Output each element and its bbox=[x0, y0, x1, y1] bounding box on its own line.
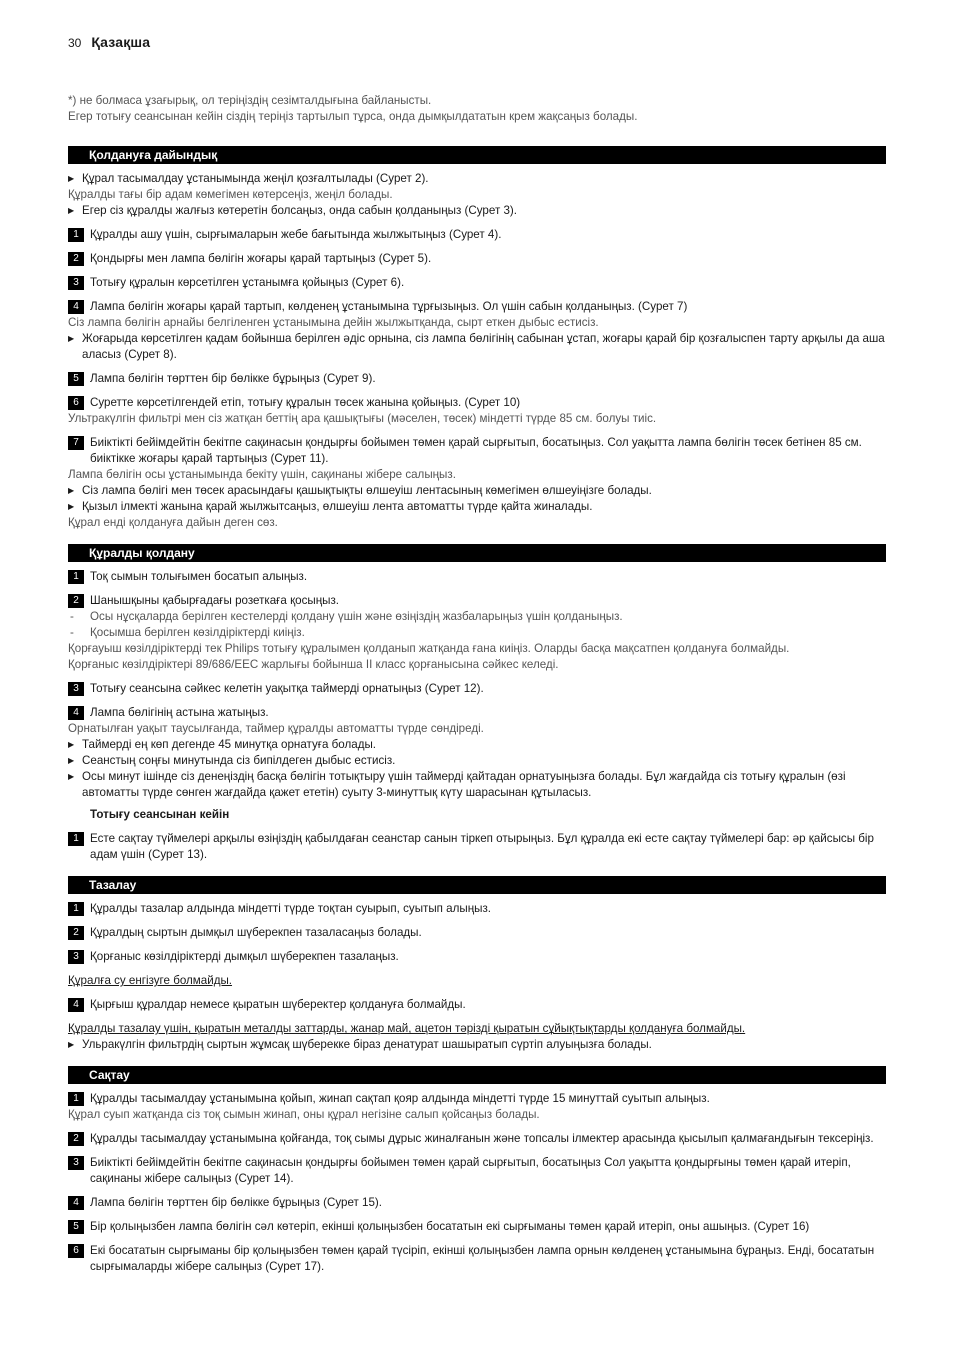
dash-item: - Осы нұсқаларда берілген кестелерді қолдану үшін және өзіңіздің жазбаларыңыз үшін қолданыңыз. bbox=[70, 610, 623, 623]
step-number: 1 bbox=[68, 228, 84, 242]
section-header-using: Құралды қолдану bbox=[68, 544, 886, 562]
bullet-icon: ▶ bbox=[68, 174, 75, 183]
step-number: 3 bbox=[68, 682, 84, 696]
step-number: 3 bbox=[68, 950, 84, 964]
bullet-icon: ▶ bbox=[68, 756, 75, 765]
step-item: 6 Суретте көрсетілгендей етіп, тотығу құралын төсек жанына қойыңыз. (Сурет 10) bbox=[68, 395, 886, 411]
step-number: 2 bbox=[68, 252, 84, 266]
step-number: 2 bbox=[68, 1132, 84, 1146]
subsection-title: Тотығу сеансынан кейін bbox=[90, 808, 230, 821]
bullet-item: ▶ Қызыл ілмекті жанына қарай жылжытсаңыз, өлшеуіш лента автоматты түрде қайта жиналады. bbox=[68, 500, 593, 513]
step-item: 5 Лампа бөлігін төрттен бір бөлікке бұрыңыз (Сурет 9). bbox=[68, 371, 886, 387]
note-text: Ультракүлгін фильтрі мен сіз жатқан беттің ара қашықтығы (мәселен, төсек) міндетті түрде 85 см. болуы тиіс. bbox=[68, 412, 657, 425]
bullet-icon: ▶ bbox=[68, 206, 75, 215]
step-item: 3 Қорғаныс көзілдіріктерді дымқыл шүберекпен тазалаңыз. bbox=[68, 949, 886, 965]
step-number: 3 bbox=[68, 1156, 84, 1170]
bullet-item: ▶ Ульракүлгін фильтрдің сыртын жұмсақ шүберекке біраз денатурат шашыратып сүртіп алуыңызға болады. bbox=[68, 1038, 652, 1051]
step-number: 4 bbox=[68, 706, 84, 720]
bullet-icon: ▶ bbox=[68, 486, 75, 495]
step-number: 6 bbox=[68, 1244, 84, 1258]
step-number: 1 bbox=[68, 1092, 84, 1106]
step-item: 3 Биіктікті бейімдейтін бекітпе сақинасын қондырғы бойымен төмен қарай сырғытып, босатыңыз Сол уақытта қондырғыны төмен қарай итеріп, сақинаны жібере салыңыз (Сурет 14). bbox=[68, 1155, 886, 1187]
step-item: 4 Қырғыш құралдар немесе қыратын шүберектер қолдануға болмайды. bbox=[68, 997, 886, 1013]
language-title: Қазақша bbox=[91, 34, 151, 50]
step-number: 3 bbox=[68, 276, 84, 290]
note-text: Құрал суып жатқанда сіз тоқ сымын жинап, оны құрал негізіне салып қойсаңыз болады. bbox=[68, 1108, 540, 1121]
step-item: 2 Құралды тасымалдау ұстанымына қойғанда, тоқ сымы дұрыс жиналғанын және топсалы ілмектер арасында қысылып қалмағандығын тексеріңіз. bbox=[68, 1131, 886, 1147]
step-number: 4 bbox=[68, 300, 84, 314]
step-number: 6 bbox=[68, 396, 84, 410]
step-item: 5 Бір қолыңызбен лампа бөлігін сәл көтеріп, екінші қолыңызбен босататын екі сырғыманы төмен қарай итеріп, оны ашыңыз. (Сурет 16) bbox=[68, 1219, 886, 1235]
step-item: 7 Биіктікті бейімдейтін бекітпе сақинасын қондырғы бойымен төмен қарай сырғытып, босатыңыз. Сол уақытта лампа бөлігін төсек бетінен 85 см. биіктікке жоғары қарай тартыңыз (Сурет 11). bbox=[68, 435, 886, 467]
step-item: 1 Құралды тасымалдау ұстанымына қойып, жинап сақтап қояр алдында міндетті түрде 15 минуттай суытып алыңыз. bbox=[68, 1091, 886, 1107]
step-number: 2 bbox=[68, 926, 84, 940]
note-text: Лампа бөлігін осы ұстанымында бекіту үшін, сақинаны жібере салыңыз. bbox=[68, 468, 456, 481]
step-number: 5 bbox=[68, 372, 84, 386]
warning-text: Құралды тазалау үшін, қыратын металды заттарды, жанар май, ацетон тәрізді қыратын сұйықтықтарды қолдануға болмайды. bbox=[68, 1022, 746, 1035]
page-header bbox=[68, 34, 150, 52]
step-item: 2 Құралдың сыртын дымқыл шүберекпен тазаласаңыз болады. bbox=[68, 925, 886, 941]
bullet-item: ▶ Егер сіз құралды жалғыз көтеретін болсаңыз, онда сабын қолданыңыз (Сурет 3). bbox=[68, 204, 518, 217]
bullet-icon: ▶ bbox=[68, 772, 75, 781]
step-number: 1 bbox=[68, 902, 84, 916]
section-header-storage: Сақтау bbox=[68, 1066, 886, 1084]
bullet-icon: ▶ bbox=[68, 740, 75, 749]
step-number: 2 bbox=[68, 594, 84, 608]
step-number: 1 bbox=[68, 570, 84, 584]
intro-note: *) не болмаса ұзағырық, ол теріңіздің сезімталдығына байланысты. bbox=[68, 94, 432, 107]
step-number: 5 bbox=[68, 1220, 84, 1234]
intro-note: Егер тотығу сеансынан кейін сіздің теріңіз тартылып тұрса, онда дымқылдататын крем жақсаңыз болады. bbox=[68, 110, 638, 123]
bullet-item: ▶ Сіз лампа бөлігі мен төсек арасындағы қашықтықты өлшеуіш лентасының көмегімен өлшеуіңізге болады. bbox=[68, 484, 652, 497]
bullet-item: ▶ Сеанстың соңғы минутында сіз бипілдеген дыбыс естисіз. bbox=[68, 754, 396, 767]
document-body bbox=[68, 93, 886, 1275]
bullet-item: ▶ Таймерді ең көп дегенде 45 минутқа орнатуға болады. bbox=[68, 738, 377, 751]
bullet-icon: ▶ bbox=[68, 1040, 75, 1049]
warning-text: Құралға су енгізуге болмайды. bbox=[68, 974, 233, 987]
step-number: 1 bbox=[68, 832, 84, 846]
note-text: Құрал енді қолдануға дайын деген сөз. bbox=[68, 516, 278, 529]
note-text: Қорғауыш көзілдіріктерді тек Philips тотығу құралымен қолданып жатқанда ғана киіңіз. Оларды басқа мақсатпен қолдануға болмайды. bbox=[68, 642, 790, 655]
bullet-icon: ▶ bbox=[68, 334, 75, 343]
step-item: 4 Лампа бөлігінің астына жатыңыз. bbox=[68, 705, 886, 721]
step-item: 1 Тоқ сымын толығымен босатып алыңыз. bbox=[68, 569, 886, 585]
note-text: Құралды тағы бір адам көмегімен көтерсеңіз, жеңіл болады. bbox=[68, 188, 393, 201]
step-item: 1 Құралды ашу үшін, сырғымаларын жебе бағытында жылжытыңыз (Сурет 4). bbox=[68, 227, 886, 243]
bullet-item: ▶ Жоғарыда көрсетілген қадам бойынша берілген әдіс орнына, сіз лампа бөлігінің сабынан ұстап, жоғары қарай бір қозғалыспен тарту арқылы да аша аласыз (Сурет 8). bbox=[68, 332, 885, 361]
step-item: 3 Тотығу құралын көрсетілген ұстанымға қойыңыз (Сурет 6). bbox=[68, 275, 886, 291]
step-item: 4 Лампа бөлігін төрттен бір бөлікке бұрыңыз (Сурет 15). bbox=[68, 1195, 886, 1211]
step-item: 1 Есте сақтау түймелері арқылы өзіңіздің қабылдаған сеанстар санын тіркеп отырыңыз. Бұл құралда екі есте сақтау түймелері бар: әр қайсысы бір адам үшін (Сурет 13). bbox=[68, 831, 886, 863]
bullet-item: ▶ Құрал тасымалдау ұстанымында жеңіл қозғалтылады (Сурет 2). bbox=[68, 172, 429, 185]
dash-item: - Қосымша берілген көзілдіріктерді киіңіз. bbox=[70, 626, 305, 639]
page-number: 30 bbox=[68, 36, 82, 50]
bullet-icon: ▶ bbox=[68, 502, 75, 511]
section-header-preparing: Қолдануға дайындық bbox=[68, 146, 886, 164]
step-number: 4 bbox=[68, 998, 84, 1012]
section-header-cleaning: Тазалау bbox=[68, 876, 886, 894]
note-text: Қорғаныс көзілдіріктері 89/686/EEC жарлығы бойынша II класс қорғанысына сәйкес келеді. bbox=[68, 658, 559, 671]
step-number: 7 bbox=[68, 436, 84, 450]
note-text: Сіз лампа бөлігін арнайы белгіленген ұстанымына дейін жылжытқанда, сырт еткен дыбыс естисіз. bbox=[68, 316, 599, 329]
step-number: 4 bbox=[68, 1196, 84, 1210]
step-item: 3 Тотығу сеансына сәйкес келетін уақытқа таймерді орнатыңыз (Сурет 12). bbox=[68, 681, 886, 697]
step-item: 6 Екі босататын сырғыманы бір қолыңызбен төмен қарай түсіріп, екінші қолыңызбен лампа орнын көлденең ұстанымына бұраңыз. Енді, босататын сырғымаларды жібере салыңыз (Сурет 17). bbox=[68, 1243, 886, 1275]
step-item: 1 Құралды тазалар алдында міндетті түрде тоқтан суырып, суытып алыңыз. bbox=[68, 901, 886, 917]
note-text: Орнатылған уақыт таусылғанда, таймер құралды автоматты түрде сөндіреді. bbox=[68, 722, 484, 735]
step-item: 4 Лампа бөлігін жоғары қарай тартып, көлденең ұстанымына тұрғызыңыз. Ол үшін сабын қолданыңыз. (Сурет 7) bbox=[68, 299, 886, 315]
step-item: 2 Шанышқыны қабырғадағы розеткаға қосыңыз. bbox=[68, 593, 886, 609]
bullet-item: ▶ Осы минут ішінде сіз денеңіздің басқа бөлігін тотықтыру үшін таймерді қайтадан орнатуыңызға болады. Бұл жағдайда сіз тотығу құралын (өзі автоматты түрде сөнген жағдайда қажет ететін) суыту 3-минуттық күту шарасынан құтыласыз. bbox=[68, 770, 846, 799]
step-item: 2 Қондырғы мен лампа бөлігін жоғары қарай тартыңыз (Сурет 5). bbox=[68, 251, 886, 267]
